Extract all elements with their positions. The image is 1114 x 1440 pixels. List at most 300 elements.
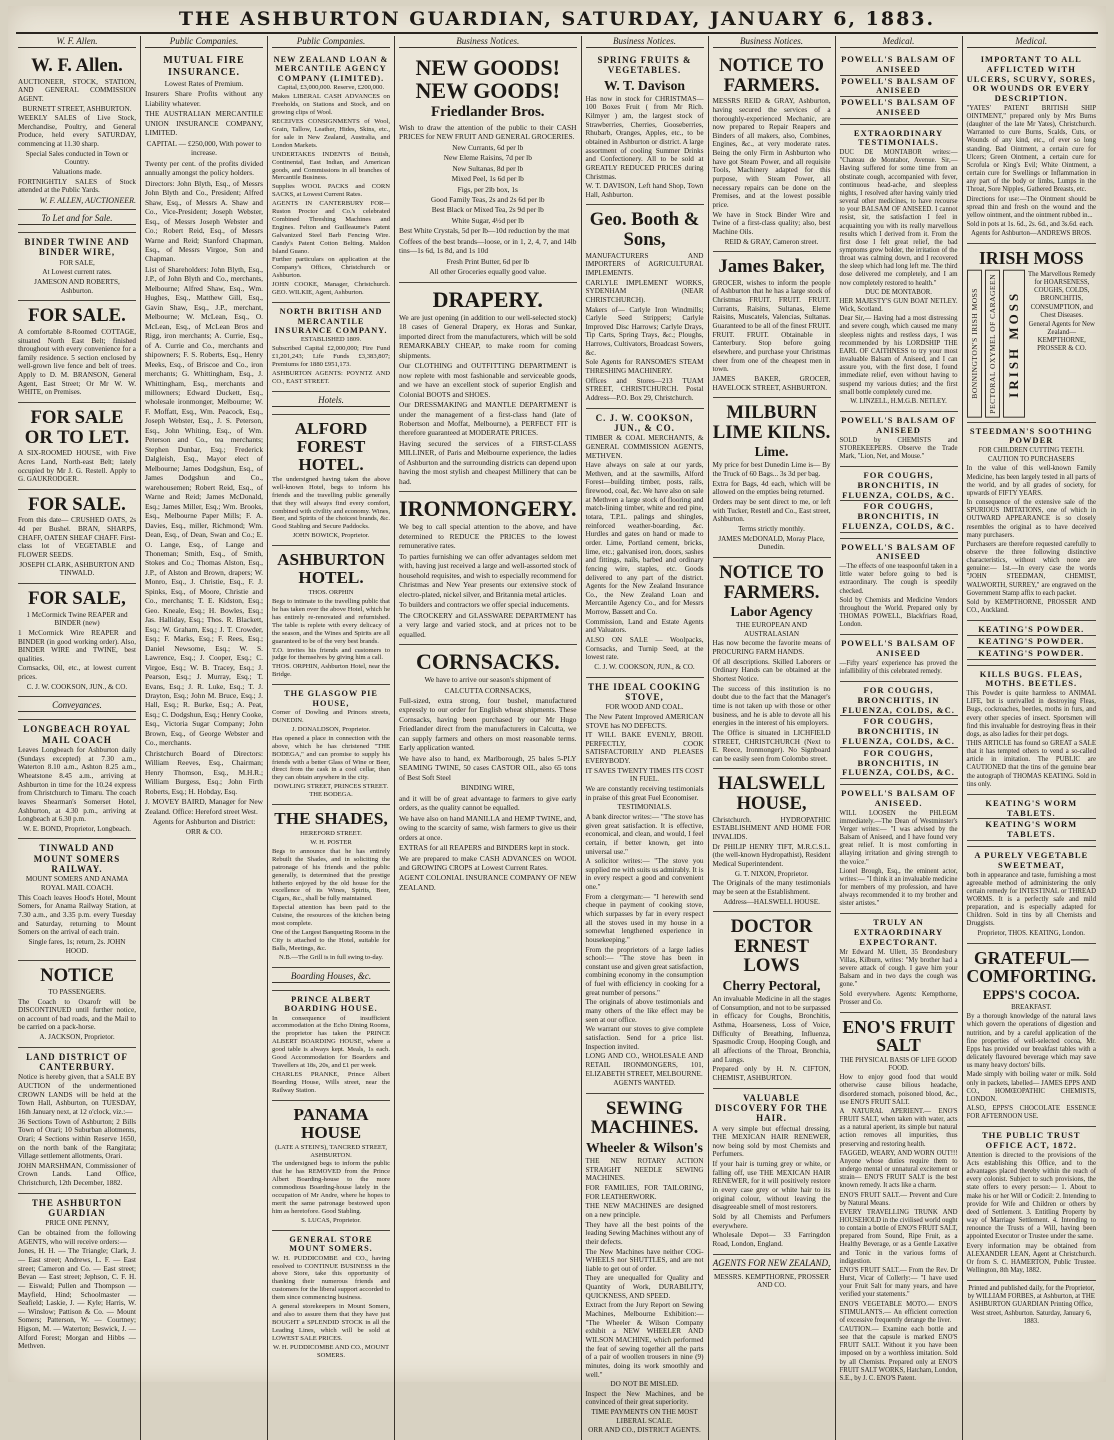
ad-text: The undersigned having taken the above well-known Hotel, begs to inform his friends and the travelling public generally that they will always find every comfort, combined with civility and economy. Wines, Beer, and Spirits of the choicest brands, &c. Good Stabling and Secure Paddocks. — [272, 475, 391, 531]
advertisement — [840, 51, 958, 125]
ad-text: JAMES BAKER, GROCER, HAVELOCK STREET, ASHBURTON. — [712, 374, 831, 392]
ad-text: ORR AND CO., DISTRICT AGENTS. — [588, 1426, 701, 1435]
ad-text: Begs to announce that he has entirely Rebuilt the Shades, and in soliciting the patronage of his friends and the public generally, is determined that the prestige hitherto enjoyed by the old house for the excellence of its Wines, Spirits, Beer, Cigars, &c., shall be fully maintained. — [272, 847, 391, 903]
ad-title-repeat: FOR COUGHS, BRONCHITIS, IN FLUENZA, COLDS, &C. — [840, 686, 958, 716]
ad-text: AGENTS IN CANTERBURY FOR— Ruston Proctor and Co.'s celebrated Combined Threshing Machines and Engines. Felton and Guilleaume's Patent Galvanized Steel Barb Fencing Wire. Candy's Patent Cotton Belting. Maldon Island Guano. — [272, 200, 391, 255]
ad-text: Extract from the Jury Report on Sewing Machines, Melbourne Exhibition:— "The Wheeler & Wilson Company exhibit a NEW WHEELER AND WILSON MACHINE, which performed the feat of sewing together all the parts of a pair of woollen trousers in nine (9) minutes, doing its work smoothly and well." — [585, 1301, 704, 1379]
ad-text: JAMES McDONALD, Moray Place, Dunedin. — [718, 534, 825, 552]
ad-text: 36 Sections Town of Ashburton; 2 Bills Town of Orari; 10 Suburban allotments, Orari; 4 Sections within Reserve 1650, on the north bank of the Rangitata; Village settlement allotments, Orari. — [18, 1117, 136, 1161]
ad-text: LONG AND CO., WHOLESALE AND RETAIL IRONMONGERS, 101, ELIZABETH STREET, MELBOURNE. — [585, 1052, 704, 1078]
ad-text: Directions for use:—The Ointment should be spread thin and fresh on the wound and the yellow ointment, and the ointment rubbed in... — [966, 195, 1096, 219]
ad-text: Directors: John Blyth, Esq., of Messrs John Blyth and Co., President; Alfred Shaw, Esq., of Messrs A. Shaw and Co., Vice-President; Joseph Webster, Esq., of Messrs Joseph Webster and Co.; Robert Reid, Esq., of Messrs Warne and Reid; Stanford Chapman, Esq., of Messrs Virgoe, Son and Chapman. — [145, 178, 264, 264]
ad-text: To builders and contractors we offer special inducements. — [399, 600, 570, 610]
ad-title-repeat: KEATING'S WORM TABLETS. — [967, 820, 1096, 841]
vertical-banner-row — [967, 270, 1096, 418]
ad-subtitle: EPPS'S COCOA. — [982, 986, 1080, 1002]
column-header: Public Companies. — [272, 36, 390, 48]
ad-text: ENO'S FRUIT SALT.— From the Rev. Dr Hurst, Vicar of Collerly:— "I have used your Fruit Salt for many years, and have verified your statements." — [839, 1266, 958, 1299]
ad-text: DOWLING STREET, PRINCES STREET. THE BODEGA. — [273, 783, 389, 799]
advertisement — [272, 991, 390, 1101]
ad-text: They are unequalled for Quality and Quantity of Work, DURABILITY, QUICKNESS, AND SPEED. — [585, 1274, 704, 1300]
ad-text: ALSO ON SALE — Woolpacks, Cornsacks, and Turnip Seed, at the lowest rate. — [585, 636, 704, 662]
advertisement — [713, 51, 831, 252]
ad-text: Notice is hereby given, that a SALE BY AUCTION of the undermentioned CROWN LANDS will be held at the Town Hall, Ashburton, on TUESDAY, 16th January next, at 12 o'clock, viz.:— — [18, 1073, 136, 1116]
ad-text: Best Black or Mixed Tea, 2s 9d per lb — [431, 205, 544, 215]
advertisement — [272, 392, 390, 415]
ad-text: In consequence of insufficient accommodation at the Echo Dining Rooms, the proprietor has taken the PRINCE ALBERT BOARDING HOUSE, where a good table is always kept. Meals, 1s each. Good Accommodation for Boarders and Travellers at 18s, 20s, and £1 per week. — [272, 1014, 391, 1069]
ad-text: Especial attention has been paid to the Cuisine, the resources of the kitchen being most complete. — [272, 904, 391, 928]
ad-text: JOHN MARSHMAN, Commissioner of Crown Lands. Land Office, Christchurch, 12th December, 1882. — [18, 1161, 136, 1188]
ad-title: ASHBURTON HOTEL. — [277, 550, 385, 588]
ad-title-repeat: POWELL'S BALSAM OF ANISEED — [841, 54, 956, 74]
ad-text: Subscribed Capital £2,000,000; Fire Fund £1,201,243; Life Funds £3,383,807; Premiums for 1880 £951,173. — [272, 345, 391, 369]
ad-text: REID & GRAY, Cameron street. — [724, 237, 819, 246]
masthead-rule — [16, 32, 1098, 34]
ad-text: THE NEW MACHINES are designed on a new principle. — [585, 1202, 704, 1219]
ad-text: CARLYLE IMPLEMENT WORKS, SYDENHAM (NEAR CHRISTCHURCH). — [585, 278, 704, 304]
ad-text: DUC DE MONTABOR. — [865, 288, 932, 296]
column-header: Business Notices. — [399, 36, 576, 48]
advertisement — [713, 252, 831, 398]
column-7 — [836, 36, 963, 1440]
ad-title: DOCTOR ERNEST LOWS — [730, 916, 813, 977]
advertisement — [713, 912, 831, 1088]
ad-text: Have always on sale at our yards, Methven, and at the sawmills, Alford Forest—building timber, posts, rails, firewood, coal, &c. We have also on sale at Methven a large stock of flooring and match-lining timber, white and red pine, totara, T.P.L. palings and shingles, reinforced weather-boarding, &c. Hurdles and gates on hand or made to order. Lime, Portland cement, bricks, lime, etc.; galvanised iron, doors, sashes and fittings, nails, barbed and ordinary fencing wire, staples, etc. Goods delivered to any part of the district. Agents for the New Zealand Insurance Co., the New Zealand Loan and Mercantile Agency Co., and for Messrs Morrow, Bassett and Co. — [585, 461, 704, 617]
ad-title: BINDER TWINE AND BINDER WIRE, — [24, 236, 130, 258]
advertisement — [272, 685, 390, 805]
ad-text: We warrant our stoves to give complete satisfaction. Send for a price list. Inspection invited. — [585, 1025, 704, 1051]
ad-text: Has now become the favorite means of PROCURING FARM HANDS. — [712, 639, 831, 657]
advertisement — [586, 1094, 704, 1440]
ad-text: EXTRAS for all REAPERS and BINDERS kept in stock. — [399, 843, 570, 853]
ad-text: Sold by Chemists and Medicine Vendors throughout the World. Prepared only by THOMAS POWELL, Blackfriars Road, London. — [839, 596, 958, 629]
ad-text: FOR WOOD AND COAL. — [605, 703, 684, 712]
advertisement — [586, 678, 704, 1094]
columns — [14, 36, 1100, 1435]
ad-title: POWELL'S BALSAM OF ANISEED — [841, 414, 956, 435]
ad-text: TESTIMONIALS. — [617, 803, 672, 812]
advertisement — [840, 682, 958, 785]
column-6 — [709, 36, 836, 1440]
ad-text: Proprietor, THOS. KEATING, London. — [977, 929, 1085, 937]
ad-text: G. T. NIXON, Proprietor. — [734, 869, 809, 878]
ad-text: CALCUTTA CORNSACKS, — [444, 685, 531, 695]
ad-text: Corner of Dowling and Princes streets, DUNEDIN. — [272, 709, 391, 724]
ad-title: NOTICE TO FARMERS. — [719, 55, 824, 96]
ad-subtitle: Cherry Pectoral, — [722, 978, 821, 994]
ad-text: Sold everywhere. Agents: Kempthorne, Prosser and Co. — [839, 990, 958, 1006]
ad-text: AGENTS WANTED. — [613, 1079, 676, 1088]
ad-text: A. JACKSON, Proprietor. — [39, 1033, 115, 1042]
ad-text: Mixed Peel, 1s 6d per lb — [451, 174, 524, 184]
ad-text: Supplies WOOL PACKS and CORN SACKS, at Lowest Current Rates. — [272, 183, 391, 199]
ad-text: W. H. POSTER — [310, 838, 352, 846]
ad-text: We are constantly receiving testimonials in praise of this great Fuel Economiser. — [585, 785, 704, 802]
ad-title: CORNSACKS. — [415, 648, 560, 674]
ad-text: Our DRESSMAKING and MANTLE DEPARTMENT is under the management of a first-class hand (late of Robertson and Moffat, Melbourne), a PERFECT FIT is therefore guaranteed at MODERATE PRICES. — [399, 400, 577, 438]
advertisement — [840, 914, 958, 1012]
ad-text: The New Machines have neither COG-WHEELS nor SHUTTLES, and are not liable to get out of order. — [585, 1247, 704, 1273]
ad-text: ENO'S FRUIT SALT.— Prevent and Cure by Natural Means. — [839, 1191, 958, 1207]
ad-text: S. LUCAS, Proprietor. — [301, 1216, 361, 1224]
ad-text: Has opened a place in connection with the above, which he has christened "THE BODEGA," and can promise to supply his friends with a better Glass of Wine or Beer, direct from the cask in a cool cellar, than they can obtain anywhere in the city. — [272, 734, 391, 782]
ad-title: IRONMONGERY. — [399, 496, 577, 522]
ad-text: HER MAJESTY'S GUN BOAT NETLEY. Wick, Scotland. — [839, 297, 958, 314]
ad-title: KILLS BUGS. FLEAS, MOTHS. BEETLES. — [979, 668, 1083, 689]
ad-title: EXTRAORDINARY TESTIMONIALS. — [853, 127, 944, 148]
advertisement — [967, 847, 1096, 944]
vertical-title: IRISH MOSS — [1003, 270, 1025, 418]
ad-text: From this date— CRUSHED OATS, 2s 4d per Bushel. BRAN, SHARPS, CHAFF, OATEN SHEAF CHAFF. First-class lot of VEGETABLE and FLOWER SEEDS. — [18, 516, 136, 560]
ad-title: THE GLASGOW PIE HOUSE, — [284, 689, 378, 708]
ad-text: The Coach to Oxarofr will be DISCONTINUED until further notice, on account of bad roads, and the Mail to be carried on a pack-horse. — [18, 997, 136, 1032]
advertisement — [713, 398, 831, 558]
ad-text: Lowest Rates of Premium. — [164, 79, 244, 88]
ad-title: ALFORD FOREST HOTEL. — [294, 418, 368, 474]
ad-text: Prepared only by H. N. CIFTON, CHEMIST, ASHBURTON. — [712, 1065, 831, 1082]
ad-text: Special Sales conducted in Town or Country. — [25, 149, 129, 167]
ad-title: FOR SALE OR TO LET. — [24, 406, 130, 448]
ad-title: STEEDMAN'S SOOTHING POWDER — [969, 425, 1093, 446]
ad-text: Begs to intimate to the travelling public that he has taken over the above Hotel, which he has entirely re-renovated and refurnished. The table is replete with every delicacy of the season, and the Wines and Spirits are all guaranteed to be of the very best brands. — [272, 598, 391, 645]
ad-text: CAPITAL — £250,000, With power to increase. — [146, 138, 262, 158]
ad-title: C. J. W. COOKSON, JUN., & CO. — [595, 412, 694, 433]
ad-text: WILL LOOSEN the PHLEGM immediately.—The Dean of Westminster's Verger writes:— "I was advised by the Balsam of Aniseed, and I have found very great relief. It is most comforting in allaying irritation and giving strength to the voice." — [839, 809, 958, 866]
ad-title: NEW GOODS! NEW GOODS! — [415, 55, 560, 104]
ad-text: Orders may be sent direct to me, or left with Tucker, Restell and Co., East street, Ashburton. — [712, 498, 831, 524]
ad-text: Full-sized, extra strong, four bushel, manufactured expressly to our order for English wheat shipments. These Cornsacks, having been purchased by our Mr Hugo Friedlander direct from the manufacturers in Calcutta, we can supply farmers and others on most reasonable terms. Early application wanted. — [399, 696, 577, 753]
ad-text: TIMBER & COAL MERCHANTS, & GENERAL COMMISSION AGENTS, METHVEN. — [585, 434, 704, 460]
advertisement — [272, 546, 390, 685]
ad-text: Sold by KEMPTHORNE, PROSSER AND CO., Auckland. — [966, 598, 1096, 615]
ad-text: Can be obtained from the following AGENTS, who will receive orders:— — [18, 1229, 136, 1246]
advertisement — [840, 1013, 958, 1388]
ad-text: J. MOVEY BAIRD, Manager for New Zealand. Office: Hereford street West. — [145, 797, 264, 816]
ad-text: MANUFACTURERS AND IMPORTERS of AGRICULTURAL IMPLEMENTS. — [585, 251, 704, 277]
ad-text: Wholesale Depot— 33 Farringdon Road, London, England. — [712, 1231, 831, 1248]
advertisement — [967, 244, 1096, 422]
column-4 — [395, 36, 581, 1440]
masthead-title: THE ASHBURTON GUARDIAN, SATURDAY, JANUARY 6, 1883. — [178, 8, 936, 30]
ad-title: Geo. Booth & Sons, — [589, 209, 700, 251]
ad-text: At Lowest current rates. — [42, 268, 112, 277]
advertisement — [713, 1255, 831, 1295]
ad-text: BURNETT STREET, ASHBURTON. — [22, 104, 132, 113]
ad-text: THE EUROPEAN AND AUSTRALASIAN — [735, 621, 808, 638]
ad-text: The originals of above testimonials and many others of the like effect may be seen at our office. — [585, 998, 704, 1024]
ad-text: W. H. PUDDICOMBE and CO., having resolved to CONTINUE BUSINESS in the above Store, take this opportunity of thanking their numerous friends and customers for the liberal support accorded to them since commencing business. — [272, 1254, 391, 1302]
advertisement — [713, 1089, 831, 1255]
ad-text: Cornsacks, Oil, etc., at lowest current prices. — [18, 664, 136, 682]
ad-text: THE NEW ROTARY ACTION STRAIGHT NEEDLE SEWING MACHINES. — [585, 1157, 704, 1183]
ad-text: Further particulars on application at the Company's Offices, Christchurch or Ashburton. — [272, 256, 391, 280]
ad-text: The undersigned begs to inform the public that he has REMOVED from the Prince Albert Boarding-house to the more commodious Boarding-house lately in the occupation of Mr Andre, where he hopes to merit the same patronage bestowed upon him as heretofore. Good Stabling. — [272, 1160, 391, 1215]
ad-text: To parties furnishing we can offer advantages seldom met with, having just received a large and well-assorted stock of household requisites, and wish to especially recommend for Christmas and New Year presents our extensive stock of electro-plated, nickel silver, and Britannia metal articles. — [399, 551, 577, 599]
ad-text: W. H. PUDDICOMBE AND CO., MOUNT SOMERS. — [272, 1343, 390, 1359]
ad-text: Best White Crystals, 5d per lb—10d reduction by the mat — [399, 226, 570, 236]
ad-text: Twenty per cent. of the profits divided annually amongst the policy holders. — [145, 158, 264, 178]
ad-text: Purchasers are therefore requested carefully to observe the three following distinctive characteristics, without which none are genuine:— 1st.—In every case the words "JOHN STEEDMAN, CHEMIST, WALWORTH, SURREY," are engraved on the Government Stamp affix to each packet. — [966, 540, 1096, 597]
ad-title: FOR SALE. — [28, 493, 126, 515]
advertisement — [272, 415, 390, 546]
ad-title: DRAPERY. — [432, 286, 543, 312]
advertisement — [840, 785, 958, 914]
advertisement — [399, 492, 576, 645]
ad-text: IT WILL BAKE EVENLY, BROIL PERFECTLY, COOK SATISFACTORILY AND PLEASES EVERYBODY. — [585, 731, 704, 766]
ad-text: —The effects of one teaspoonful taken in a little water before going to bed is extraordinary. The cough is speedily checked. — [839, 563, 958, 595]
ad-text: FORTNIGHTLY SALES of Stock attended at the Public Yards. — [18, 177, 136, 195]
advertisement — [840, 412, 958, 467]
ad-text: We have also to hand, ex Marlborough, 25 bales 5-PLY SEAMING TWINE, 50 cases CASTOR OIL, also 65 tons of Best Soft Steel — [399, 753, 577, 782]
column-header: Business Notices. — [586, 36, 704, 48]
ad-text: 1 McCormick Wire REAPER and BINDER (in good working order). Also, BINDER WIRE and TWINE, best qualities. — [18, 628, 136, 663]
ad-text: New Sultanas, 8d per lb — [452, 163, 524, 173]
ad-text: Sold in pots at 1s. 6d., 2s. 6d., and 3s.6d. each. — [966, 221, 1094, 229]
ad-title: GENERAL STORE MOUNT SOMERS. — [289, 1234, 373, 1254]
ad-text: MOUNT SOMERS AND ANAMA ROYAL MAIL COACH. — [25, 875, 129, 893]
ad-text: DO NOT BE MISLED. — [610, 1380, 679, 1389]
ad-text: Of all descriptions. Skilled Laborers or Ordinary Hands can be obtained at the Shortest Notice. — [712, 657, 831, 684]
ad-text: THOS. ORPHIN — [308, 589, 354, 597]
ad-title-repeat: KEATING'S WORM TABLETS. — [967, 799, 1096, 820]
ad-text: The Marvellous Remedy for HOARSENESS, COUGHS, COLDS, BRONCHITIS, CONSUMPTION, and Chest Diseases. — [1027, 270, 1096, 319]
ad-text: Capital, £3,000,000. Reserve, £200,000. — [277, 84, 385, 92]
ad-subtitle: Lime. — [754, 444, 789, 460]
ad-title: NORTH BRITISH AND MERCANTILE INSURANCE COMPANY. — [274, 307, 388, 335]
ad-text: JOHN COOKE, Manager, Christchurch. GEO. WILKIE, Agent, Ashburton. — [272, 281, 391, 297]
ad-text: An invaluable Medicine in all the stages of Consumption, and not to be surpassed in efficacy for Coughs, Bronchitis, Asthma, Hoarseness, Loss of Voice, Difficulty of Breathing, Influenza, Spasmodic Croup, Hooping Cough, and all affections of the Throat, Bronchia, and Lungs. — [712, 995, 831, 1064]
ad-title: GRATEFUL—COMFORTING. — [966, 947, 1096, 987]
ad-text: A solicitor writes:— "The stove you supplied me with suits us admirably. It is in every respect a good and convenient one." — [585, 857, 704, 892]
advertisement — [586, 409, 704, 678]
ad-title: FOR SALE. — [28, 305, 126, 327]
ad-text: Valuations made. — [52, 168, 102, 177]
advertisement — [272, 303, 390, 392]
column-1 — [14, 36, 141, 1440]
ad-signature: W. F. ALLEN, AUCTIONEER. — [39, 195, 136, 205]
column-header: Public Companies. — [145, 36, 263, 48]
advertisement — [967, 423, 1096, 622]
ad-title-repeat: FOR COUGHS, BRONCHITIS, IN FLUENZA, COLDS, &C. — [840, 749, 958, 779]
ad-text: Our CLOTHING and OUTFITTING DEPARTMENT is now replete with most fashionable and serviceable goods, and we have an excellent stock of superior English and Colonial BOOTS and SHOES. — [399, 361, 577, 399]
advertisement — [18, 720, 136, 839]
ad-text: Having secured the services of a FIRST-CLASS MILLINER, of Paris and Melbourne experience, the ladies of Ashburton and the surrounding districts can depend upon having the most stylish and cheapest Millinery that can be had. — [399, 438, 577, 486]
ad-title: TINWALD AND MOUNT SOMERS RAILWAY. — [33, 843, 121, 875]
advertisement — [272, 1231, 390, 1365]
ad-text: Single fares, 1s; return, 2s. JOHN HOOD. — [28, 937, 126, 955]
section-heading: To Let and for Sale. — [18, 213, 136, 225]
ad-text: W. T. DAVISON, Left hand Shop, Town Hall, Ashburton. — [585, 182, 704, 199]
ad-title-repeat: FOR COUGHS, BRONCHITIS, IN FLUENZA, COLDS, &C. — [840, 717, 958, 747]
newspaper-page — [8, 6, 1106, 1435]
ad-title: POWELL'S BALSAM OF ANISEED. — [841, 788, 956, 808]
ad-text: One of the Largest Banqueting Rooms in the City is attached to the Hotel, suitable for Balls, Meetings, &c. — [272, 928, 391, 952]
ad-text: FOR SALE, — [59, 258, 95, 267]
ad-text: J. DONALDSON, Proprietor. — [291, 725, 371, 733]
advertisement — [586, 51, 704, 205]
ad-text: New Currants, 6d per lb — [452, 142, 524, 152]
advertisement — [18, 51, 136, 210]
advertisement — [18, 490, 136, 584]
ad-title: MILBURN LIME KILNS. — [712, 402, 831, 443]
ad-text: both in appearance and taste, furnishing a most agreeable method of administering the only certain remedy for INTESTINAL or THREAD WORMS. It is a perfectly safe and mild preparation, and is especially adapted for Children. Sold in tins by all Chemists and Druggists. — [966, 871, 1096, 928]
ad-text: Extra for Bags, 4d each, which will be allowed on the empties being returned. — [712, 479, 831, 497]
ad-title-repeat: POWELL'S BALSAM OF ANISEED — [841, 75, 956, 96]
ad-title-repeat: FOR COUGHS, BRONCHITIS, IN FLUENZA, COLDS, &C. — [840, 502, 958, 532]
ad-text: A SIX-ROOMED HOUSE, with Five Acres Land, North-east Belt; lately occupied by Mr J. G. Restell. Apply to G. GAUKRODGER. — [18, 449, 136, 484]
ad-text: We are just opening (in addition to our well-selected stock) 18 cases of General Drapery, ex Horas and Sunkar, imported direct from the manufacturers, which will be sold REMARKABLY CHEAP, to make room for coming shipments. — [399, 312, 577, 360]
ad-text: We beg to call special attention to the above, and have determined to REDUCE the PRICES to the lowest remunerative rates. — [399, 522, 577, 551]
ad-text: If your hair is turning grey or white, or falling off, use THE MEXICAN HAIR RENEWER, for it will positively restore in every case grey or white hair to its original colour, without leaving the disagreeable smell of most restorers. — [712, 1160, 831, 1212]
ad-text: C. J. W. COOKSON, JUN., & CO. — [26, 682, 128, 691]
ad-text: TO PASSENGERS. — [48, 987, 106, 996]
ad-text: W. LINZELL, H.M.G.B. NETLEY. — [850, 397, 947, 405]
ad-text: CHARLES PRANKE, Prince Albert Boarding House, Wills street, near the Railway Station. — [272, 1070, 391, 1094]
ad-text: Dr PHILIP HENRY TIFT, M.R.C.S.L. (the well-known Hydropathist), Resident Medical Superintendent. — [712, 842, 831, 868]
ad-title: THE IDEAL COOKING STOVE, — [587, 681, 702, 702]
advertisement — [840, 635, 958, 682]
ad-title: TRULY AN EXTRAORDINARY EXPECTORANT. — [853, 917, 944, 948]
ad-title-repeat: KEATING'S POWDER. — [967, 637, 1096, 648]
ad-text: Has now in stock for CHRISTMAS—100 Boxes Fruit ( from Mr Rich. Kilmyer ) am, the largest stock of Strawberries, Cherries, Gooseberries, Rhubarb, Oranges, Apples, etc., to be obtained in Ashburton or district. A large assortment of cooling Summer Drinks and Confectionery. All to be sold at GREATLY REDUCED PRICES during Christmas. — [585, 94, 704, 181]
ad-text: MESSRS REID & GRAY, Ashburton, having secured the services of a thoroughly-experienced Mechanic, are now prepared to Repair Reapers and Binders of all makers, also, Combines, Engines, &c., at very moderate rates. Being the only Firm in Ashburton who have got Steam Power, and all requisite Tools, Machinery adapted for this purpose, with Steam Power, all necessary repairs can be done on the Premises, and at the lowest possible price. — [712, 97, 831, 209]
ad-text: Dear Sir,— Having had a most distressing and severe cough, which caused me many sleepless nights and restless days, I was recommended by his LORDSHIP THE EARL OF CAITHNESS to try your most invaluable Balsam of Aniseed, and I can assure you, with the first dose, I found immediate relief, even without having to suspend my various duties; and the first small bottle completely cured me. — [839, 315, 958, 396]
ad-text: List of Shareholders: John Blyth, Esq., J.P., of John Blyth and Co., merchants, Melbourne; Alfred Shaw, Esq., Wm. Hughes, Esq., Matthew Gill, Esq., Gavin Shaw, Esq., J.P., merchant, Melbourne; W. McLean, Esq., O. McLean, Esq., of McLean Bros and Rigg, iron merchants; A. Currie, Esq., of A. Currie and Co., merchants and shipowners; F. S. Roberts, Esq., Henry Meeks, Esq., of Briscoe and Co., iron merchants; G. Whittingham, Esq., J. Whittingham, Esq., merchants and millowners; Edward Duckett, Esq., wholesale ironmonger, Melbourne; W. F. Moffatt, Esq., Wm. Peacock, Esq., Joseph Webster, Esq., J. S. Peterson, Esq., John Whiting, Esq., of Wm. Peterson and Co., tea merchants; Stephen Dunbar, Esq.; Frederick Dalgleish, Esq., Mayor elect of Melbourne; James Dodgshun, Esq., of James Dodgshun and Co., warehousemen; Robert Reid, Esq., of Warne and Reid; James McDonald, Esq.; James Miller, Esq.; Wm. Brooks, Esq., Melbourne Paper Mills; F. A. Davies, Esq., miller, Richmond; Wm. Dean, Esq., of Dean, Swan and Co.; E. O. Lange, Esq., of Lange and Thoneman; Smith, Esq., of Smith, Stokes and Co.; Thomas Alston, Esq., J.P., of Alston and Brown, drapers; W. Monro, Esq., J. Christie, Esq., F. J. Spinks, Esq., of Moore, Christie and Co., merchants; T. E. Kidston, Esq.; Geo. Kneale, Esq.; H. Bowles, Esq.; Jas. Halliday, Esq.; Thos. R. Blackett, Esq.; W. Graham, Esq.; J. T. Crowder, Esq.; F. Marks, Esq.; F. Rees, Esq.; Daniel Newsome, Esq.; W. S. Lawrence, Esq.; J. Cooper, Esq.; C. Virgoe, Esq.; W. B. Tracey, Esq.; J. Pearson, Esq.; J. Murray, Esq.; T. Evans, Esq.; J. R. Luke, Esq.; T. J. Drayton, Esq.; John M. Bruce, Esq.; J. Hall, Esq.; R. Burke, Esq.; A. Peat, Esq.; C. Dodgshun, Esq.; Henry Cooke, Esq., Victoria Sugar Company; John Brown, Esq., of George Webster and Co., merchants. — [145, 264, 264, 748]
ad-text: All other Groceries equally good value. — [429, 267, 547, 277]
ad-text: Address—HALSWELL HOUSE. — [723, 897, 820, 906]
ad-subtitle: Friedlander Bros. — [430, 104, 545, 121]
ad-title: THE SHADES, — [274, 809, 388, 829]
vertical-banner: BONNINGTON'S IRISH MOSS — [967, 270, 982, 418]
ad-title: THE ASHBURTON GUARDIAN — [31, 1197, 123, 1219]
ad-text: Leaves Longbeach for Ashburton daily (Sundays excepted) at 7.30 a.m., Waterton 8.10 a.m., Ashton 8.25 a.m., Wheatstone 8.45 a.m., arriving at Ashburton in time for the 10.24 express from Christchurch to Timaru. The coach leaves Shearman's Somerset Hotel, Ashburton, at 4.30 p.m., arriving at Longbeach at 6.30 p.m. — [18, 746, 136, 824]
ad-text: GROCER, wishes to inform the people of Ashburton that he has a large stock of Christmas FRUIT. FRUIT. FRUIT. Currants, Raisins, Sultanas, Eleme Raisins, Muscatels, Valencias, Sultanas. Guaranteed to be all of the finest FRUIT. FRUIT. FRUIT. Obtainable in Canterbury. Stop before going elsewhere, and purchase your Christmas cheer from one of the cheapest men in town. — [712, 278, 831, 374]
ad-text: This Coach leaves Hood's Hotel, Mount Somers, for Anama Railway Station, at 7.30 a.m., and 3.35 p.m. every Tuesday and Saturday, returning to Mount Somers on the arrival of each train. — [18, 893, 136, 937]
vertical-banner: PECTORAL OXYMEL OF CARAGEEN — [985, 270, 1000, 418]
ad-text: ESTABLISHED 1809. — [300, 336, 362, 344]
advertisement — [967, 944, 1096, 1128]
advertisement — [967, 1281, 1096, 1331]
ad-text: HEREFORD STREET. — [300, 830, 362, 838]
advertisement — [713, 769, 831, 912]
advertisement — [272, 51, 390, 303]
advertisement — [713, 558, 831, 770]
ad-text: "YATES' PATENT BRITISH SHIP OINTMENT," prepared only by Mrs Burns (daughter of the late Mr Yates), Christchurch. Warranted to cure Burns, Scalds, Cuts, or Wounds of any kind, etc., of ever so long standing. Bad Ointment, a certain cure for Ulcers; Green Ointment, a certain cure for Scrofula or King's Evil; White Ointment, a certain cure for Swellings or Inflammation in any part of the body or limbs, Lumps in the Throat, Sore Nipples, Gathered Breasts, etc. — [966, 104, 1096, 194]
ad-text: N.B.—The Grill is in full swing to-day. — [278, 953, 384, 961]
ad-text: FOR CHILDREN CUTTING TEETH. — [978, 447, 1085, 455]
ad-title: POWELL'S BALSAM OF ANISEED — [841, 638, 956, 659]
column-header: Medical. — [967, 36, 1096, 48]
ad-text: Agents for Ashburton—ANDREWS BROS. — [971, 230, 1092, 238]
ad-text: In the value of this well-known Family Medicine, has been largely tested in all parts of the world, and by all grades of society, for upwards of FIFTY YEARS. — [966, 465, 1096, 497]
ad-text: Wish to draw the attention of the public to their CASH PRICES for NEW FRUIT AND GENERAL GROCERIES. — [399, 122, 577, 142]
ad-text: In consequence of the extensive sale of the SPURIOUS IMITATIONS, one of which in OUTWARD APPEARANCE is so closely resembles the original as to have deceived many purchasers. — [966, 499, 1096, 539]
advertisement — [272, 968, 390, 991]
ad-title: A PURELY VEGETABLE SWEETMEAT, — [974, 850, 1089, 870]
ad-text: The Office is situated in LICHFIELD STREET, CHRISTCHURCH (Next to E. Reece, Ironmonger). No Signboard can be easily seen from Colombo street. — [712, 728, 831, 763]
ad-text: Figs, per 2lb box, 1s — [457, 184, 518, 194]
ad-text: UNDERTAKES INDENTS of British, Continental, East Indian, and American goods, and Commissions in all branches of Mercantile Business. — [272, 150, 391, 182]
ad-title: NOTICE — [40, 965, 114, 987]
ad-title: W. F. Allen. — [31, 55, 123, 76]
ad-title-repeat: POWELL'S BALSAM OF ANISEED — [841, 97, 956, 117]
ad-title: VALUABLE DISCOVERY FOR THE HAIR. — [715, 1092, 828, 1124]
advertisement — [840, 467, 958, 539]
ad-text: ALSO, EPPS'S CHOCOLATE ESSENCE FOR AFTERNOON USE. — [966, 1104, 1096, 1121]
ad-title: SPRING FRUITS & VEGETABLES. — [597, 55, 692, 76]
column-2 — [141, 36, 268, 1440]
ad-text: PRICE ONE PENNY, — [45, 1219, 109, 1228]
ad-text: From the proprietors of a large ladies school:— "The stove has been in constant use and given great satisfaction, combining economy in the consumption of fuel with efficiency in cooking for a great number of persons." — [585, 945, 704, 997]
ad-title-repeat: KEATING'S POWDER. — [967, 649, 1096, 660]
ad-title: ENO'S FRUIT SALT — [842, 1016, 955, 1056]
ad-text: Christchurch. HYDROPATHIC ESTABLISHMENT AND HOME FOR INVALIDS. — [712, 815, 831, 842]
ad-text: Good Family Teas, 2s and 2s 6d per lb — [430, 194, 545, 204]
ad-title: FOR SALE, — [28, 587, 126, 609]
ad-title-repeat: FOR COUGHS, BRONCHITIS, IN FLUENZA, COLDS, &C. — [840, 471, 958, 501]
advertisement — [399, 283, 576, 493]
ad-text: MESSRS. KEMPTHORNE, PROSSER AND CO. — [714, 1272, 830, 1290]
ad-text: A very simple but effectual dressing. THE MEXICAN HAIR RENEWER, now being sold by most Chemists and Perfumers. — [712, 1124, 831, 1159]
ad-text: Fresh Print Butter, 6d per lb — [446, 256, 530, 266]
ad-text: THE AUSTRALIAN MERCANTILE UNION INSURANCE COMPANY, LIMITED. — [145, 109, 264, 138]
ad-text: —Fifty years' experience has proved the infallibility of this celebrated remedy. — [839, 659, 958, 676]
ad-text: General Agents for New Zealand— KEMPTHORNE, PROSSER & CO. — [1028, 320, 1095, 353]
advertisement — [18, 403, 136, 490]
advertisement — [967, 666, 1096, 795]
ad-text: How to enjoy good food that would otherwise cause bilious headache, disordered stomach, poisoned blood, &c., use ENO'S FRUIT SALT. — [839, 1074, 958, 1106]
advertisement — [967, 795, 1096, 847]
advertisement — [18, 301, 136, 403]
ad-text: RECEIVES CONSIGNMENTS of Wool, Grain, Tallow, Leather, Hides, Skins, etc., for sale in New Zealand, Australia, and London Markets. — [272, 118, 391, 149]
ad-text: Coffees of the best brands—loose, or in 1, 2, 4, 7, and 14lb tins—1s 6d, 1s 8d, and 1s 10d — [399, 236, 577, 256]
ad-text: AGENT COLONIAL INSURANCE COMPANY OF NEW ZEALAND. — [399, 873, 577, 892]
ad-text: Agents for Ashburton and District: ORR & CO. — [152, 817, 256, 836]
advertisement — [399, 51, 576, 283]
ad-title: PANAMA HOUSE — [293, 1104, 369, 1142]
ad-text: The success of this institution is no doubt due to the fact that the Manager's time is not taken up with those or other business, and he is able to devote all his energies in the interest of his employers. — [712, 684, 831, 728]
ad-text: SOLD by CHEMISTS and STOREKEEPERS. Observe the Trade Mark, "Lion, Net, and Mouse." — [839, 436, 958, 460]
ad-subtitle: W. T. Davison — [603, 77, 686, 93]
vertical-body — [1028, 270, 1096, 418]
advertisement — [967, 1127, 1096, 1281]
ad-text: Jones, H. H. — The Triangle; Clark, J. — East street; Andrews, L. F. — East street; Cameron and Co. — East street; Bevan — East street; Jephson, C. F. H. — Eiswald; Pullen and Thompson — Mayfield, Hind; Schoolmaster — Seafield; Laskie, J. — Kyle; Harris, W. — Winslow; Pattison & Co. — Mount Somers; Patterson, W. — Courtney; Higson, M. — Waterton; Beswick, J. — Alford Forest; Morgan and Hibbs — Methven. — [18, 1247, 136, 1351]
ad-text: The CROCKERY and GLASSWARE DEPARTMENT has a very large and varied stock, and at prices not to be equalled. — [399, 610, 577, 639]
advertisement — [18, 1048, 136, 1194]
ad-text: (LATE A STEIN'S), TANCRED STREET, ASHBURTON. — [274, 1143, 388, 1159]
imprint: Printed and published daily, for the Proprietor, by WILLIAM FORBES, at Ashburton, at THE ASHBURTON GUARDIAN Printing Office, West street, Ashburton. Saturday, January 6, 1883. — [967, 1285, 1095, 1325]
ad-text: We are prepared to make CASH ADVANCES on WOOL and GROWING CROPS at Lowest Current Rates. — [399, 853, 577, 872]
ad-text: EVERY TRAVELLING TRUNK AND HOUSEHOLD in the civilised world ought to contain a bottle of ENO'S FRUIT SALT, prepared from Sound, Ripe Fruit, as a Healthy Beverage, or as a Gentle Laxative and Tonic in the various forms of indigestion. — [839, 1208, 958, 1265]
ad-title: IMPORTANT TO ALL AFFLICTED WITH ULCERS, SCURVY, SORES, OR WOUNDS OR EVERY DESCRIPTION. — [966, 54, 1096, 104]
ad-title: POWELL'S BALSAM OF ANISEED — [841, 541, 956, 562]
advertisement — [18, 961, 136, 1047]
column-header: Business Notices. — [713, 36, 831, 48]
ad-text: We have also on hand MANILLA and HEMP TWINE, and, owing to the scarcity of same, wish farmers to give us their orders at once. — [399, 813, 577, 842]
ad-text: Inspect the New Machines, and be convinced of their great superiority. — [585, 1389, 704, 1407]
ad-text: A bank director writes:— "The stove has given great satisfaction. It is effective, economical, and clean, and would, I feel certain, if better known, get into universal use." — [585, 812, 704, 856]
ad-text: Terms strictly monthly. — [738, 524, 805, 533]
ad-title: James Baker, — [718, 256, 825, 278]
ad-text: FAGGED, WEARY, AND WORN OUT!!! Anyone whose duties require them to undergo mental or unnatural excitement or strain— ENO'S FRUIT SALT is the best known remedy. It acts like a charm. — [839, 1149, 958, 1190]
ad-text: They have all the best points of the leading Sewing Machines without any of their defects. — [585, 1220, 704, 1246]
ad-text: JAMESON AND ROBERTS, Ashburton. — [34, 277, 120, 295]
ad-text: Made simply with boiling water or milk. Sold only in packets, labelled— JAMES EPPS AND CO., HOMŒOPATHIC CHEMISTS, LONDON. — [966, 1071, 1096, 1103]
advertisement — [18, 210, 136, 233]
advertisement — [272, 1101, 390, 1231]
ad-title: SEWING MACHINES. — [590, 1097, 699, 1139]
advertisement — [967, 51, 1096, 244]
